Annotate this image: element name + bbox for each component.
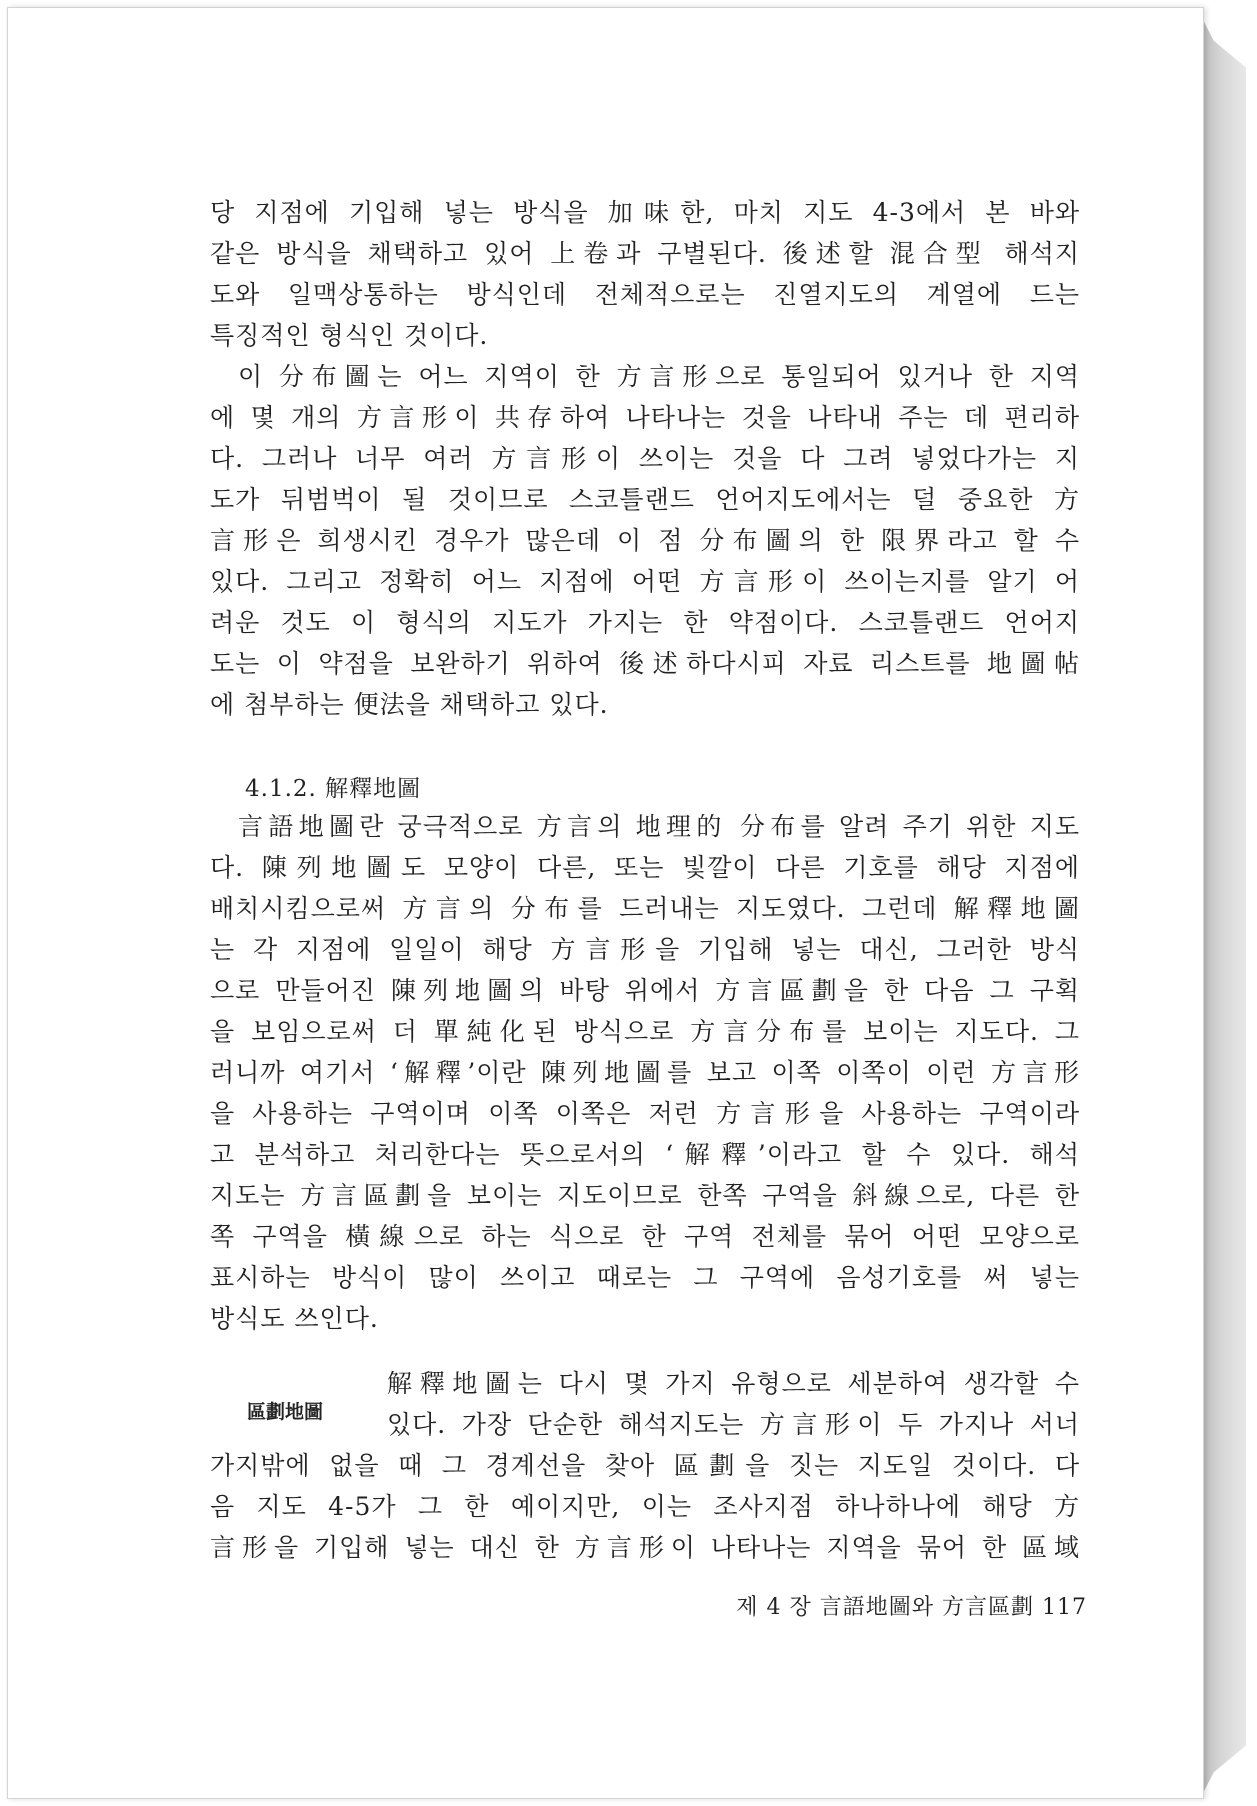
text-line: 쪽 구역을 橫線으로 하는 식으로 한 구역 전체를 묶어 어떤 모양으로: [210, 1222, 1080, 1251]
text-line: 에 첨부하는 便法을 채택하고 있다.: [210, 690, 609, 719]
text-line: 가지밖에 없을 때 그 경계선을 찾아 區劃을 짓는 지도일 것이다. 다: [210, 1451, 1080, 1480]
text-line: 당 지점에 기입해 넣는 방식을 加味한, 마치 지도 4-3에서 본 바와: [210, 198, 1080, 227]
text-line: 지도는 方言區劃을 보이는 지도이므로 한쪽 구역을 斜線으로, 다른 한: [210, 1181, 1080, 1210]
page-footer: 제 4 장 言語地圖와 方言區劃 117: [736, 1595, 1087, 1620]
text-line: 배치시킴으로써 方言의 分布를 드러내는 지도였다. 그런데 解釋地圖: [210, 894, 1080, 923]
text-line: 으로 만들어진 陳列地圖의 바탕 위에서 方言區劃을 한 다음 그 구획: [210, 976, 1080, 1005]
text-line: 표시하는 방식이 많이 쓰이고 때로는 그 구역에 음성기호를 써 넣는: [210, 1263, 1080, 1292]
text-line: 방식도 쓰인다.: [210, 1304, 379, 1333]
paragraph-interpretive-map: [210, 806, 1080, 1339]
text-line: 言形을 기입해 넣는 대신 한 方言形이 나타나는 지역을 묶어 한 區域: [210, 1533, 1080, 1562]
text-line: 言語地圖란 궁극적으로 方言의 地理的 分布를 알려 주기 위한 지도: [238, 812, 1080, 841]
text-line: 있다. 그리고 정확히 어느 지점에 어떤 方言形이 쓰이는지를 알기 어: [210, 567, 1080, 596]
text-line: 이 分布圖는 어느 지역이 한 方言形으로 통일되어 있거나 한 지역: [238, 362, 1080, 391]
paragraph-division-map-start: [387, 1363, 1080, 1445]
text-line: 음 지도 4-5가 그 한 예이지만, 이는 조사지점 하나하나에 해당 方: [210, 1492, 1080, 1521]
text-line: 특징적인 형식인 것이다.: [210, 321, 489, 350]
paragraph-continuation: [210, 192, 1080, 356]
text-line: 解釋地圖는 다시 몇 가지 유형으로 세분하여 생각할 수: [387, 1369, 1080, 1398]
text-line: 있다. 가장 단순한 해석지도는 方言形이 두 가지나 서너: [387, 1410, 1080, 1439]
text-line: 에 몇 개의 方言形이 共存하여 나타나는 것을 나타내 주는 데 편리하: [210, 403, 1080, 432]
text-line: 도는 이 약점을 보완하기 위하여 後述하다시피 자료 리스트를 地圖帖: [210, 649, 1080, 678]
section-heading: 4.1.2. 解釋地圖: [245, 776, 422, 802]
text-line: 言形은 희생시킨 경우가 많은데 이 점 分布圖의 한 限界라고 할 수: [210, 526, 1080, 555]
text-line: 을 보임으로써 더 單純化된 방식으로 方言分布를 보이는 지도다. 그: [210, 1017, 1080, 1046]
text-line: 려운 것도 이 형식의 지도가 가지는 한 약점이다. 스코틀랜드 언어지: [210, 608, 1080, 637]
text-line: 는 각 지점에 일일이 해당 方言形을 기입해 넣는 대신, 그러한 방식: [210, 935, 1080, 964]
text-line: 다. 陳列地圖도 모양이 다른, 또는 빛깔이 다른 기호를 해당 지점에: [210, 853, 1080, 882]
text-line: 같은 방식을 채택하고 있어 上卷과 구별된다. 後述할 混合型 해석지: [210, 239, 1080, 268]
text-line: 을 사용하는 구역이며 이쪽 이쪽은 저런 方言形을 사용하는 구역이라: [210, 1099, 1080, 1128]
paragraph-division-map-cont: [210, 1445, 1080, 1568]
paragraph-distribution-map: [210, 356, 1080, 725]
page-stack-edge: [1200, 14, 1246, 1799]
text-line: 도가 뒤범벅이 될 것이므로 스코틀랜드 언어지도에서는 덜 중요한 方: [210, 485, 1080, 514]
text-line: 도와 일맥상통하는 방식인데 전체적으로는 진열지도의 계열에 드는: [210, 280, 1080, 309]
text-line: 고 분석하고 처리한다는 뜻으로서의 ‘解釋’이라고 할 수 있다. 해석: [210, 1140, 1080, 1169]
text-line: 러니까 여기서 ‘解釋’이란 陳列地圖를 보고 이쪽 이쪽이 이런 方言形: [210, 1058, 1080, 1087]
margin-label: 區劃地圖: [247, 1401, 324, 1423]
text-line: 다. 그러나 너무 여러 方言形이 쓰이는 것을 다 그려 넣었다가는 지: [210, 444, 1080, 473]
